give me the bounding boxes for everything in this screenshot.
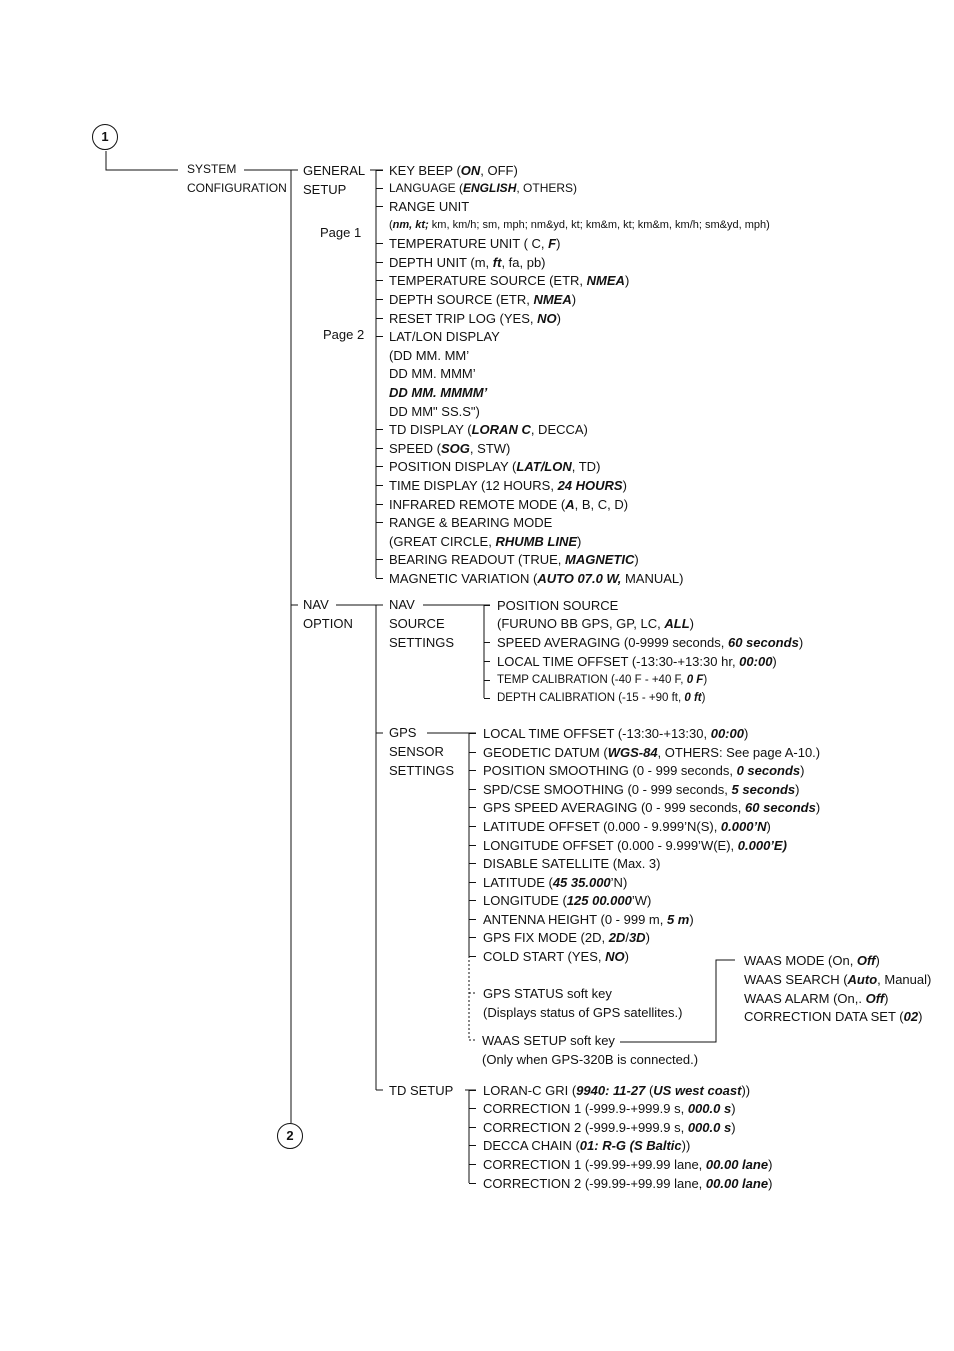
default-value: 45 35.000: [552, 875, 611, 890]
default-value: nm, kt;: [392, 219, 429, 231]
option-text: ): [622, 478, 627, 493]
option-text: ’W): [631, 893, 652, 908]
general-items-row: [389, 404, 480, 419]
option-text: ): [624, 949, 629, 964]
option-text: (: [645, 1083, 654, 1098]
option-text: ): [918, 1009, 923, 1024]
gps-waas-items-row: [744, 953, 880, 968]
default-value: Auto: [847, 972, 878, 987]
general-items-row: [389, 199, 469, 214]
gps-waas-items-row: [744, 972, 931, 987]
option-text: , OTHERS: See page A-10.): [657, 745, 821, 760]
default-value: 5 m: [666, 912, 690, 927]
default-value: 0 ft: [684, 692, 702, 704]
option-text: ): [766, 819, 771, 834]
general-items-row: [389, 534, 581, 549]
gps-items-row: [483, 726, 748, 741]
default-value: SOG: [441, 441, 470, 456]
option-text: POSITION SOURCE: [497, 598, 619, 613]
option-text: LOCAL TIME OFFSET (-13:30-+13:30 hr,: [497, 654, 740, 669]
option-text: ): [634, 552, 639, 567]
general-items-row: [389, 255, 546, 270]
default-value: MAGNETIC: [565, 552, 635, 567]
option-text: ): [815, 800, 821, 815]
default-value: AUTO 07.0 W,: [537, 571, 622, 586]
default-value: NO: [605, 949, 625, 964]
td-items-row: [483, 1138, 690, 1153]
default-value: 3D: [628, 930, 646, 945]
option-text: , DECCA): [530, 422, 588, 437]
option-text: DEPTH SOURCE (ETR,: [389, 292, 534, 307]
option-text: KEY BEEP (: [389, 163, 461, 178]
option-text: , OFF): [480, 163, 518, 178]
option-text: TEMP CALIBRATION (-40 F - +40 F,: [497, 674, 687, 686]
general-items-row: [389, 292, 576, 307]
option-text: LONGITUDE OFFSET (0.000 - 9.999’W(E),: [483, 838, 738, 853]
default-value: ON: [460, 163, 481, 178]
option-text: (GREAT CIRCLE,: [389, 534, 496, 549]
option-text: CORRECTION DATA SET (: [744, 1009, 904, 1024]
nav-source-items-row: [497, 635, 803, 650]
general-items-row: [389, 218, 770, 233]
nav-source-items-row: [497, 691, 705, 706]
option-text: (: [389, 219, 393, 231]
default-value: Off: [856, 953, 876, 968]
option-text: COLD START (YES,: [483, 949, 606, 964]
option-text: WAAS MODE (On,: [744, 953, 857, 968]
option-text: )): [681, 1138, 691, 1153]
general-items-row: [389, 422, 588, 437]
option-text: GEODETIC DATUM (: [483, 745, 608, 760]
nav-source-items-row: [497, 598, 618, 613]
option-text: LATITUDE OFFSET (0.000 - 9.999’N(S),: [483, 819, 721, 834]
option-text: ): [731, 1101, 736, 1116]
option-text: POSITION DISPLAY (: [389, 459, 517, 474]
option-text: (DD MM. MM’: [389, 348, 470, 363]
gps-label-3: SETTINGS: [389, 763, 455, 778]
option-text: , STW): [469, 441, 511, 456]
default-value: NO: [537, 311, 557, 326]
option-text: ): [875, 953, 880, 968]
nav-source-label-3: SETTINGS: [389, 635, 455, 650]
default-value: 000.0 s: [687, 1120, 732, 1135]
general-items-row: [389, 459, 600, 474]
option-text: TEMPERATURE UNIT ( C,: [389, 236, 549, 251]
option-text: TIME DISPLAY (12 HOURS,: [389, 478, 558, 493]
td-items-row: [483, 1157, 772, 1172]
option-text: BEARING READOUT (TRUE,: [389, 552, 566, 567]
option-text: ): [743, 726, 749, 741]
option-text: POSITION SMOOTHING (0 - 999 seconds,: [483, 763, 737, 778]
nav-source-items-row: [497, 673, 707, 688]
option-text: ): [689, 616, 694, 631]
option-text: , fa, pb): [501, 255, 546, 270]
option-text: MANUAL): [621, 571, 684, 586]
option-text: ): [795, 782, 800, 797]
option-text: ): [701, 692, 706, 704]
default-value: 60 seconds: [727, 635, 799, 650]
option-text: DEPTH UNIT (m,: [389, 255, 493, 270]
default-value: WGS-84: [607, 745, 658, 760]
gps-items-row: [483, 875, 627, 890]
td-setup-label: TD SETUP: [389, 1083, 454, 1098]
option-text: LONGITUDE (: [483, 893, 567, 908]
option-text: LANGUAGE (: [389, 181, 464, 195]
default-value: RHUMB LINE: [495, 534, 578, 549]
gps-items-row: [483, 912, 694, 927]
option-text: km, km/h; sm, mph; nm&yd, kt; km&m, kt; km&m, km/h; sm&yd, mph): [428, 219, 770, 231]
option-text: CORRECTION 1 (-999.9-+999.9 s,: [483, 1101, 688, 1116]
option-text: , OTHERS): [516, 181, 578, 195]
gps-status-desc: (Displays status of GPS satellites.): [483, 1005, 683, 1020]
default-value: ENGLISH: [463, 181, 517, 195]
default-value: 0 seconds: [736, 763, 801, 778]
gps-waas-items-row: [744, 1009, 922, 1024]
option-text: GPS FIX MODE (2D,: [483, 930, 609, 945]
waas-setup-desc: (Only when GPS-320B is connected.): [482, 1052, 699, 1067]
option-text: ): [689, 912, 694, 927]
option-text: ): [884, 991, 889, 1006]
general-items-row: [389, 329, 500, 344]
default-value: 125 00.000: [566, 893, 632, 908]
option-text: ): [703, 674, 708, 686]
option-text: ): [768, 1176, 773, 1191]
default-value: DD MM. MMMM’: [389, 385, 488, 400]
default-value: 00:00: [739, 654, 773, 669]
default-value: ft: [492, 255, 502, 270]
general-items-row: [389, 497, 628, 512]
option-text: DEPTH CALIBRATION (-15 - +90 ft,: [497, 692, 685, 704]
general-items-row: [389, 478, 627, 493]
option-text: /: [625, 930, 629, 945]
nav-source-items-row: [497, 654, 777, 669]
gps-items-row: [483, 819, 771, 834]
default-value: 9940: 11-27: [576, 1083, 646, 1098]
default-value: 0.000’N: [720, 819, 767, 834]
td-items-row: [483, 1083, 750, 1098]
connector-circle-2: 2: [277, 1123, 303, 1149]
connector-circle-1: 1: [92, 124, 118, 150]
option-text: ): [577, 534, 582, 549]
general-items-row: [389, 571, 683, 586]
default-value: 0 F: [686, 674, 704, 686]
default-value: 00.00 lane: [705, 1176, 769, 1191]
default-value: F: [548, 236, 557, 251]
default-value: 0.000’E): [737, 838, 787, 853]
option-text: ’N): [610, 875, 628, 890]
default-value: 60 seconds: [745, 800, 816, 815]
nav-option-label: NAV: [303, 597, 329, 612]
general-items-row: [389, 236, 560, 251]
gps-items-row: [483, 763, 805, 778]
td-items-row: [483, 1120, 736, 1135]
option-text: ): [624, 273, 630, 288]
nav-source-items-row: [497, 616, 694, 631]
option-text: CORRECTION 2 (-99.99-+99.99 lane,: [483, 1176, 706, 1191]
default-value: 2D: [608, 930, 626, 945]
general-items-row: [389, 441, 510, 456]
general-items-row: [389, 163, 518, 178]
nav-option-label-2: OPTION: [303, 616, 353, 631]
gps-items-row: [483, 930, 650, 945]
default-value: 000.0 s: [687, 1101, 732, 1116]
general-items-row: [389, 348, 469, 363]
gps-items-row: [483, 782, 799, 797]
option-text: DECCA CHAIN (: [483, 1138, 580, 1153]
gps-items-row: [483, 745, 820, 760]
option-text: MAGNETIC VARIATION (: [389, 571, 538, 586]
default-value: A: [565, 497, 575, 512]
option-text: CORRECTION 2 (-999.9-+999.9 s,: [483, 1120, 688, 1135]
option-text: ): [556, 311, 561, 326]
gps-waas-items-row: [744, 991, 889, 1006]
default-value: LORAN C: [471, 422, 531, 437]
default-value: 00:00: [710, 726, 744, 741]
td-items-row: [483, 1101, 736, 1116]
gps-label-2: SENSOR: [389, 744, 444, 759]
nav-source-label: NAV: [389, 597, 415, 612]
default-value: ALL: [664, 616, 690, 631]
gps-items-row: [483, 856, 660, 871]
option-text: TEMPERATURE SOURCE (ETR,: [389, 273, 587, 288]
general-items-row: [389, 385, 487, 400]
option-text: ): [731, 1120, 736, 1135]
default-value: 24 HOURS: [557, 478, 623, 493]
option-text: , B, C, D): [574, 497, 629, 512]
general-setup-label-2: SETUP: [303, 182, 347, 197]
default-value: 5 seconds: [731, 782, 796, 797]
option-text: ): [571, 292, 577, 307]
option-text: INFRARED REMOTE MODE (: [389, 497, 566, 512]
option-text: , TD): [571, 459, 601, 474]
option-text: ANTENNA HEIGHT (0 - 999 m,: [483, 912, 667, 927]
option-text: GPS SPEED AVERAGING (0 - 999 seconds,: [483, 800, 746, 815]
option-text: ): [772, 654, 777, 669]
td-items-row: [483, 1176, 772, 1191]
option-text: , Manual): [877, 972, 932, 987]
gps-label: GPS: [389, 725, 417, 740]
option-text: RESET TRIP LOG (YES,: [389, 311, 538, 326]
page1-label: Page 1: [320, 225, 362, 240]
general-items-row: [389, 552, 639, 567]
option-text: )): [741, 1083, 751, 1098]
option-text: ): [800, 763, 805, 778]
default-value: Off: [865, 991, 885, 1006]
option-text: RANGE UNIT: [389, 199, 470, 214]
default-value: NMEA: [586, 273, 625, 288]
option-text: ): [768, 1157, 773, 1172]
default-value: LAT/LON: [516, 459, 572, 474]
option-text: SPD/CSE SMOOTHING (0 - 999 seconds,: [483, 782, 732, 797]
option-text: ): [798, 635, 804, 650]
nav-source-label-2: SOURCE: [389, 616, 445, 631]
general-items-row: [389, 366, 476, 381]
gps-items-row: [483, 949, 629, 964]
option-text: SPEED (: [389, 441, 442, 456]
general-items-row: [389, 311, 561, 326]
gps-items-row: [483, 800, 820, 815]
option-text: LORAN-C GRI (: [483, 1083, 577, 1098]
option-text: TD DISPLAY (: [389, 422, 472, 437]
default-value: 00.00 lane: [705, 1157, 769, 1172]
general-items-row: [389, 181, 577, 196]
option-text: DD MM" SS.S"): [389, 404, 480, 419]
option-text: CORRECTION 1 (-99.99-+99.99 lane,: [483, 1157, 706, 1172]
option-text: ): [645, 930, 650, 945]
option-text: RANGE & BEARING MODE: [389, 515, 553, 530]
system-label: SYSTEM: [187, 162, 237, 176]
option-text: LATITUDE (: [483, 875, 553, 890]
gps-status-label: GPS STATUS soft key: [483, 986, 612, 1001]
default-value: US west coast: [653, 1083, 742, 1098]
option-text: DD MM. MMM’: [389, 366, 476, 381]
general-setup-label: GENERAL: [303, 163, 366, 178]
option-text: DISABLE SATELLITE (Max. 3): [483, 856, 661, 871]
general-items-row: [389, 273, 629, 288]
option-text: LOCAL TIME OFFSET (-13:30-+13:30,: [483, 726, 711, 741]
default-value: 02: [903, 1009, 919, 1024]
option-text: WAAS SEARCH (: [744, 972, 848, 987]
option-text: LAT/LON DISPLAY: [389, 329, 500, 344]
gps-items-row: [483, 893, 651, 908]
default-value: NMEA: [533, 292, 572, 307]
option-text: WAAS ALARM (On,.: [744, 991, 866, 1006]
system-label-2: CONFIGURATION: [187, 181, 287, 195]
gps-items-row: [483, 838, 787, 853]
waas-setup-label: WAAS SETUP soft key: [482, 1033, 615, 1048]
option-text: ): [556, 236, 561, 251]
option-text: (FURUNO BB GPS, GP, LC,: [497, 616, 665, 631]
default-value: 01: R-G (S Baltic: [579, 1138, 682, 1153]
connector-system: [106, 151, 178, 170]
general-items-row: [389, 515, 552, 530]
option-text: SPEED AVERAGING (0-9999 seconds,: [497, 635, 728, 650]
page2-label: Page 2: [323, 327, 365, 342]
